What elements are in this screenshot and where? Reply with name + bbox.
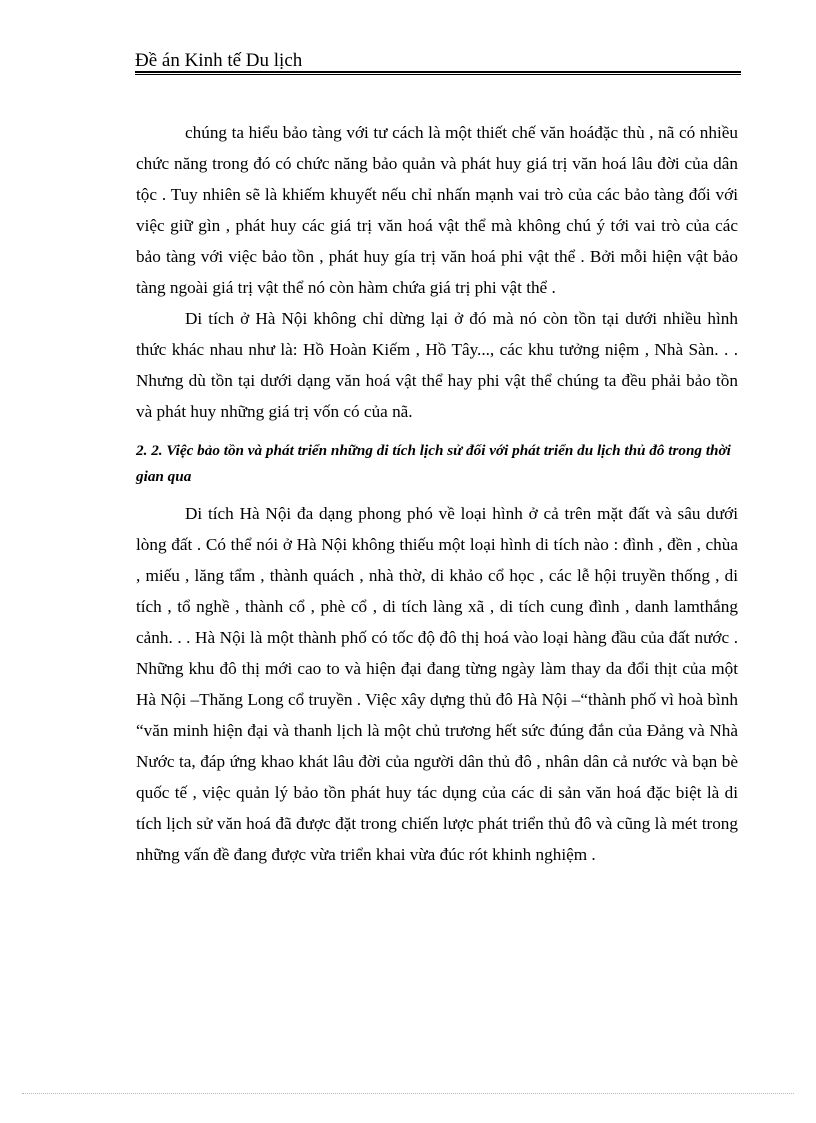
spacer bbox=[136, 490, 738, 498]
paragraph-hanoi-relics-diversity: Di tích Hà Nội đa dạng phong phó về loại hình ở cả trên mặt đất và sâu dưới lòng đất . Có thể nói ở Hà Nội không thiếu một loại hình di tích nào : đình , đền , chùa , miếu , lăng tẩm , thành quách , nhà thờ, di khảo cổ học , các lễ hội truyền thống , di tích , tổ nghề , thành cổ , phè cổ , di tích làng xã , di tích cung đình , danh lamthắng cảnh. . . Hà Nội là một thành phố có tốc độ đô thị hoá vào loại hàng đầu của đất nước . Những khu đô thị mới cao to và hiện đại đang từng ngày làm thay da đổi thịt của một Hà Nội –Thăng Long cổ truyền . Việc xây dựng thủ đô Hà Nội –“thành phố vì hoà bình “văn minh hiện đại và thanh lịch là một chủ trương hết sức đúng đắn của Đảng và Nhà Nước ta, đáp ứng khao khát lâu đời của người dân thủ đô , nhân dân cả nước và bạn bè quốc tế , việc quản lý bảo tồn phát huy tác dụng của các di sản văn hoá đặc biệt là di tích lịch sử văn hoá đã được đặt trong chiến lược phát triển thủ đô và cũng là mét trong những vấn đề đang được vừa triển khai vừa đúc rót khinh nghiệm . bbox=[136, 504, 738, 864]
section-heading-2-2: 2. 2. Việc bảo tồn và phát triển những di tích lịch sử đối với phát triển du lịch thủ đô trong thời gian qua bbox=[136, 442, 731, 485]
footer-divider bbox=[22, 1093, 794, 1094]
paragraph-hanoi-relics-forms: Di tích ở Hà Nội không chỉ dừng lại ở đó mà nó còn tồn tại dưới nhiều hình thức khác nhau như là: Hồ Hoàn Kiếm , Hồ Tây..., các khu tưởng niệm , Nhà Sàn. . . Nhưng dù tồn tại dưới dạng văn hoá vật thể hay phi vật thể chúng ta đều phải bảo tồn và phát huy những giá trị vốn có của nã. bbox=[136, 309, 738, 421]
header-divider bbox=[135, 71, 741, 75]
document-body bbox=[136, 117, 738, 870]
page-header-title: Đề án Kinh tế Du lịch bbox=[135, 50, 303, 71]
spacer bbox=[136, 427, 738, 438]
paragraph-museum-role: chúng ta hiểu bảo tàng với tư cách là một thiết chế văn hoáđặc thù , nã có nhiều chức năng trong đó có chức năng bảo quản và phát huy giá trị văn hoá lâu đời của dân tộc . Tuy nhiên sẽ là khiếm khuyết nếu chỉ nhấn mạnh vai trò của các bảo tàng đối với việc giữ gìn , phát huy các giá trị văn hoá vật thể mà không chú ý tới vai trò của các bảo tàng với việc bảo tồn , phát huy gía trị văn hoá phi vật thể . Bởi mỗi hiện vật bảo tàng ngoài giá trị vật thể nó còn hàm chứa giá trị phi vật thể . bbox=[136, 123, 738, 297]
